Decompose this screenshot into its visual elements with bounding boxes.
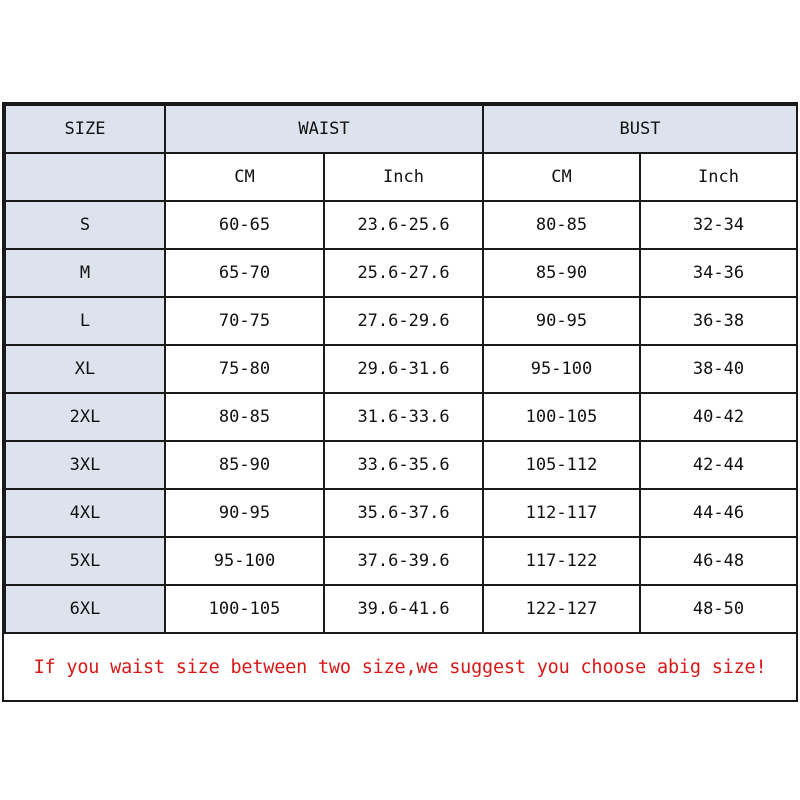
size-cell: 6XL	[5, 585, 165, 633]
waist-cm-header: CM	[165, 153, 324, 201]
bust-inch-cell: 48-50	[640, 585, 797, 633]
waist-inch-cell: 23.6-25.6	[324, 201, 483, 249]
size-cell: S	[5, 201, 165, 249]
size-cell: 2XL	[5, 393, 165, 441]
waist-inch-cell: 27.6-29.6	[324, 297, 483, 345]
waist-inch-cell: 31.6-33.6	[324, 393, 483, 441]
waist-cm-cell: 75-80	[165, 345, 324, 393]
bust-inch-cell: 32-34	[640, 201, 797, 249]
bust-inch-cell: 46-48	[640, 537, 797, 585]
bust-cm-cell: 80-85	[483, 201, 640, 249]
waist-inch-cell: 39.6-41.6	[324, 585, 483, 633]
unit-row	[5, 153, 797, 201]
table-row	[5, 297, 797, 345]
size-cell: 5XL	[5, 537, 165, 585]
waist-inch-cell: 33.6-35.6	[324, 441, 483, 489]
waist-cm-cell: 65-70	[165, 249, 324, 297]
bust-inch-cell: 42-44	[640, 441, 797, 489]
size-cell: M	[5, 249, 165, 297]
table-row	[5, 585, 797, 633]
size-advice-note: If you waist size between two size,we suggest you choose abig size!	[33, 656, 767, 678]
waist-inch-cell: 35.6-37.6	[324, 489, 483, 537]
waist-cm-cell: 80-85	[165, 393, 324, 441]
bust-cm-cell: 100-105	[483, 393, 640, 441]
waist-inch-header: Inch	[324, 153, 483, 201]
bust-cm-cell: 105-112	[483, 441, 640, 489]
bust-header: BUST	[483, 105, 797, 153]
bust-cm-header: CM	[483, 153, 640, 201]
bust-cm-cell: 112-117	[483, 489, 640, 537]
bust-inch-cell: 44-46	[640, 489, 797, 537]
table-row	[5, 201, 797, 249]
header-row	[5, 105, 797, 153]
bust-cm-cell: 122-127	[483, 585, 640, 633]
waist-cm-cell: 100-105	[165, 585, 324, 633]
bust-inch-header: Inch	[640, 153, 797, 201]
waist-inch-cell: 25.6-27.6	[324, 249, 483, 297]
table-row	[5, 393, 797, 441]
unit-blank-cell	[5, 153, 165, 201]
waist-header: WAIST	[165, 105, 483, 153]
size-table	[4, 104, 798, 634]
bust-inch-cell: 36-38	[640, 297, 797, 345]
waist-cm-cell: 85-90	[165, 441, 324, 489]
table-row	[5, 441, 797, 489]
waist-cm-cell: 60-65	[165, 201, 324, 249]
bust-cm-cell: 85-90	[483, 249, 640, 297]
table-row	[5, 249, 797, 297]
size-cell: XL	[5, 345, 165, 393]
size-cell: 3XL	[5, 441, 165, 489]
waist-inch-cell: 29.6-31.6	[324, 345, 483, 393]
bust-inch-cell: 40-42	[640, 393, 797, 441]
size-cell: 4XL	[5, 489, 165, 537]
waist-inch-cell: 37.6-39.6	[324, 537, 483, 585]
size-chart	[2, 102, 798, 702]
table-row	[5, 345, 797, 393]
bust-inch-cell: 34-36	[640, 249, 797, 297]
bust-cm-cell: 117-122	[483, 537, 640, 585]
size-header: SIZE	[5, 105, 165, 153]
bust-cm-cell: 95-100	[483, 345, 640, 393]
size-cell: L	[5, 297, 165, 345]
waist-cm-cell: 70-75	[165, 297, 324, 345]
table-row	[5, 537, 797, 585]
table-row	[5, 489, 797, 537]
bust-cm-cell: 90-95	[483, 297, 640, 345]
waist-cm-cell: 95-100	[165, 537, 324, 585]
waist-cm-cell: 90-95	[165, 489, 324, 537]
bust-inch-cell: 38-40	[640, 345, 797, 393]
